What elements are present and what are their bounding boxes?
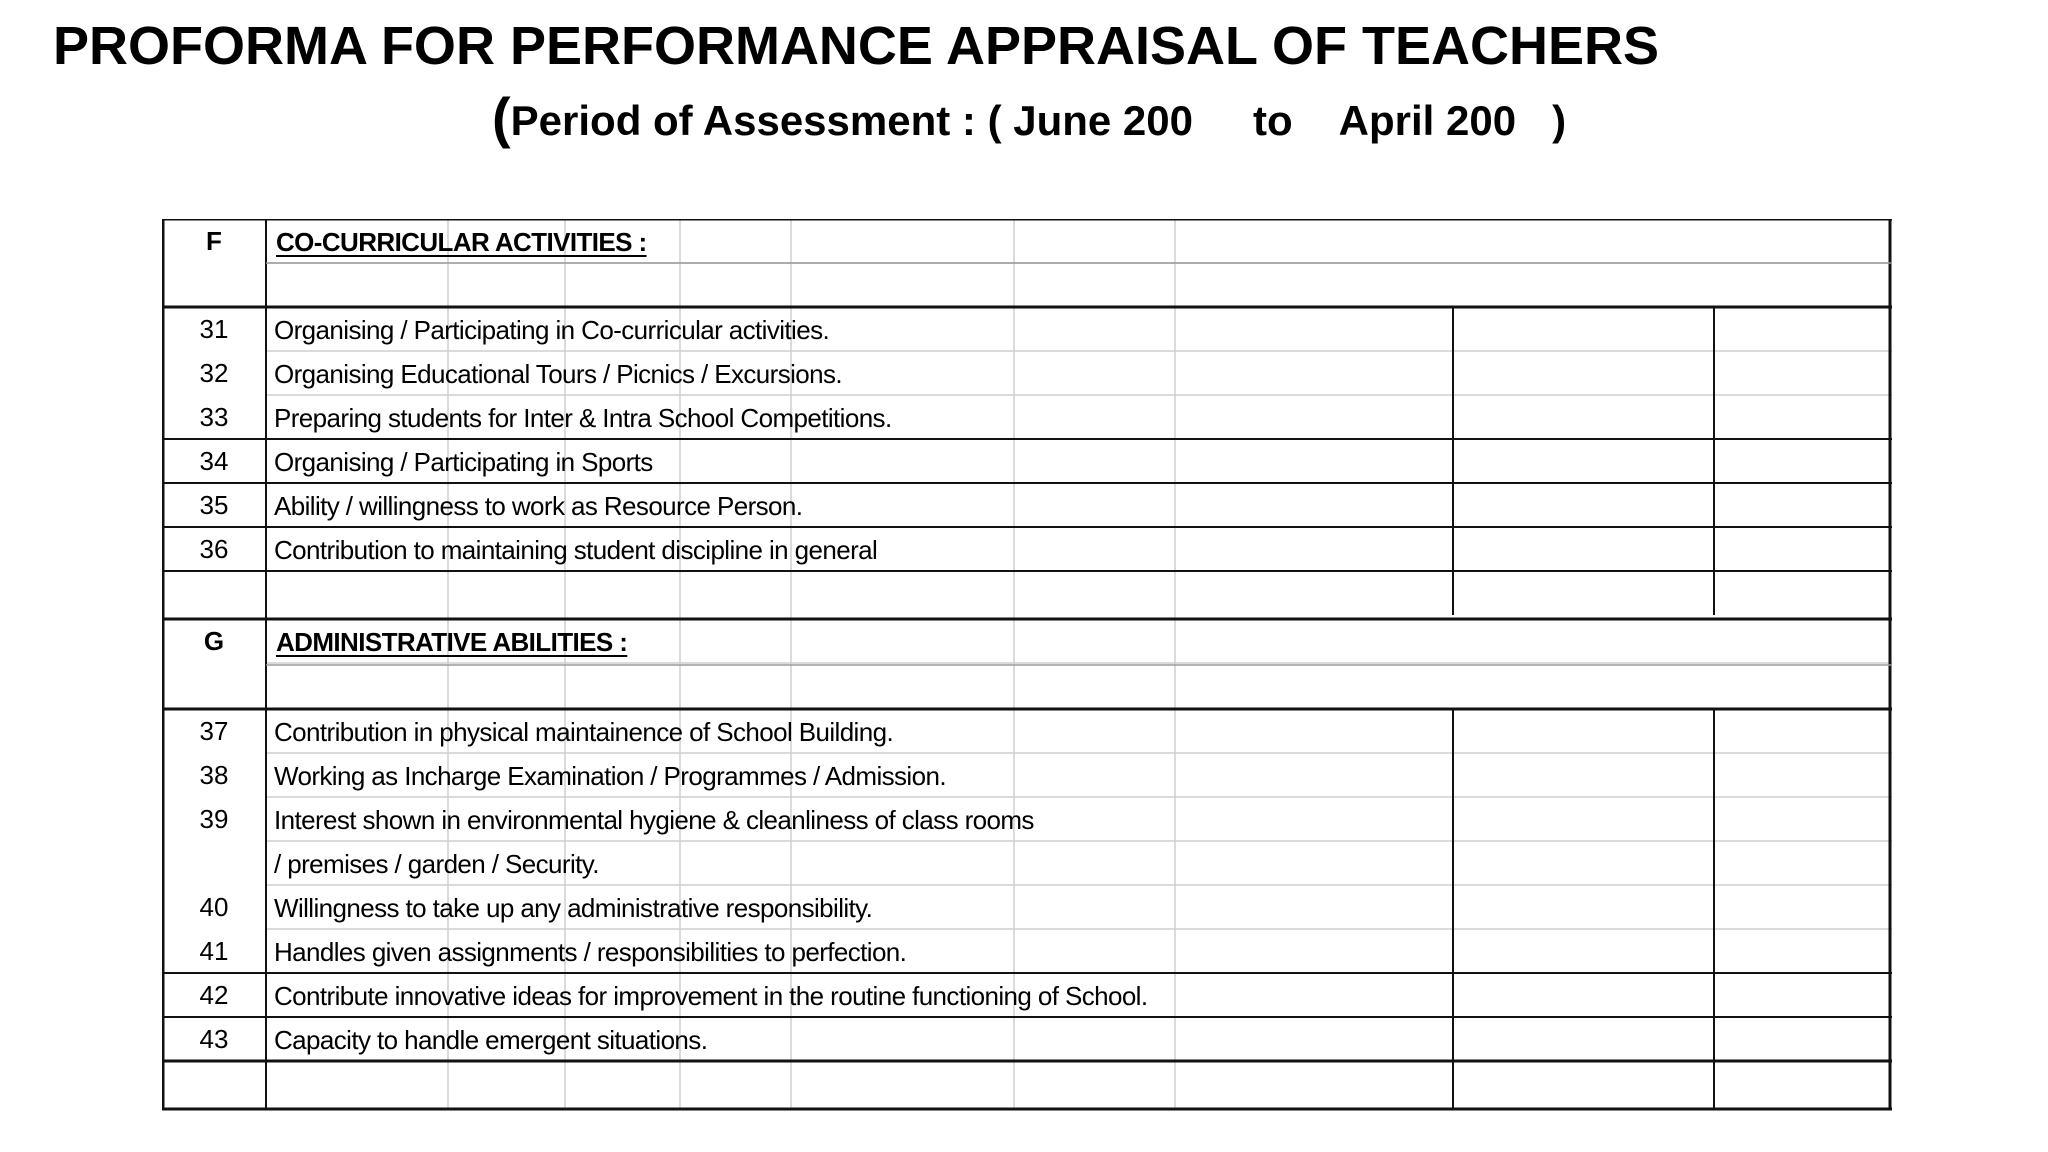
item-number: 37 xyxy=(199,716,229,746)
table-row xyxy=(162,527,1892,571)
item-number: 31 xyxy=(199,314,229,344)
period-open-paren: ( xyxy=(492,86,511,149)
item-number: 32 xyxy=(199,358,229,388)
table-row xyxy=(162,929,1892,973)
item-number xyxy=(162,841,266,885)
section-letter: F xyxy=(206,226,222,256)
period-close-paren: ) xyxy=(1552,97,1567,144)
item-text: Capacity to handle emergent situations. xyxy=(274,1025,708,1055)
table-row xyxy=(162,797,1892,841)
item-number: 39 xyxy=(199,804,229,834)
item-text: Organising Educational Tours / Picnics / Excursions. xyxy=(274,359,843,389)
table-row xyxy=(162,753,1892,797)
section-title: ADMINISTRATIVE ABILITIES : xyxy=(276,627,628,657)
table-row xyxy=(162,307,1892,351)
item-text: / premises / garden / Security. xyxy=(274,849,599,879)
item-text: Preparing students for Inter & Intra School Competitions. xyxy=(274,403,892,433)
assessment-period xyxy=(492,88,1566,151)
item-number: 36 xyxy=(199,534,229,564)
period-to: to xyxy=(1253,97,1293,144)
period-end: April 200 xyxy=(1338,97,1517,144)
item-text: Working as Incharge Examination / Programmes / Admission. xyxy=(274,761,946,791)
item-number: 40 xyxy=(199,892,229,922)
item-text: Ability / willingness to work as Resource Person. xyxy=(274,491,803,521)
table-row xyxy=(162,483,1892,527)
item-text: Handles given assignments / responsibilities to perfection. xyxy=(274,937,907,967)
item-number: 33 xyxy=(199,402,229,432)
table-row xyxy=(162,841,1892,885)
table-row xyxy=(162,1017,1892,1061)
section-title: CO-CURRICULAR ACTIVITIES : xyxy=(276,227,647,257)
section-header-g xyxy=(162,619,1892,663)
section-letter: G xyxy=(203,626,225,656)
table-row xyxy=(162,973,1892,1017)
item-number: 41 xyxy=(199,936,229,966)
item-number: 38 xyxy=(199,760,229,790)
item-text: Contribution to maintaining student discipline in general xyxy=(274,535,878,565)
table-row xyxy=(162,439,1892,483)
section-header-f xyxy=(162,219,1892,263)
item-text: Organising / Participating in Co-curricular activities. xyxy=(274,315,830,345)
item-text: Organising / Participating in Sports xyxy=(274,447,653,477)
period-label: Period of Assessment : ( June 200 xyxy=(510,97,1193,144)
appraisal-table xyxy=(162,219,1892,1112)
table-row xyxy=(162,395,1892,439)
item-text: Contribute innovative ideas for improvement in the routine functioning of School. xyxy=(274,981,1148,1011)
item-number: 43 xyxy=(199,1024,229,1054)
item-text: Willingness to take up any administrative responsibility. xyxy=(274,893,873,923)
page-title: PROFORMA FOR PERFORMANCE APPRAISAL OF TEACHERS xyxy=(52,16,1660,76)
table-row xyxy=(162,885,1892,929)
table-row xyxy=(162,351,1892,395)
item-text: Contribution in physical maintainence of School Building. xyxy=(274,717,894,747)
table-row xyxy=(162,709,1892,753)
item-text: Interest shown in environmental hygiene & cleanliness of class rooms xyxy=(274,805,1034,835)
item-number: 34 xyxy=(199,446,229,476)
item-number: 35 xyxy=(199,490,229,520)
item-number: 42 xyxy=(199,980,229,1010)
